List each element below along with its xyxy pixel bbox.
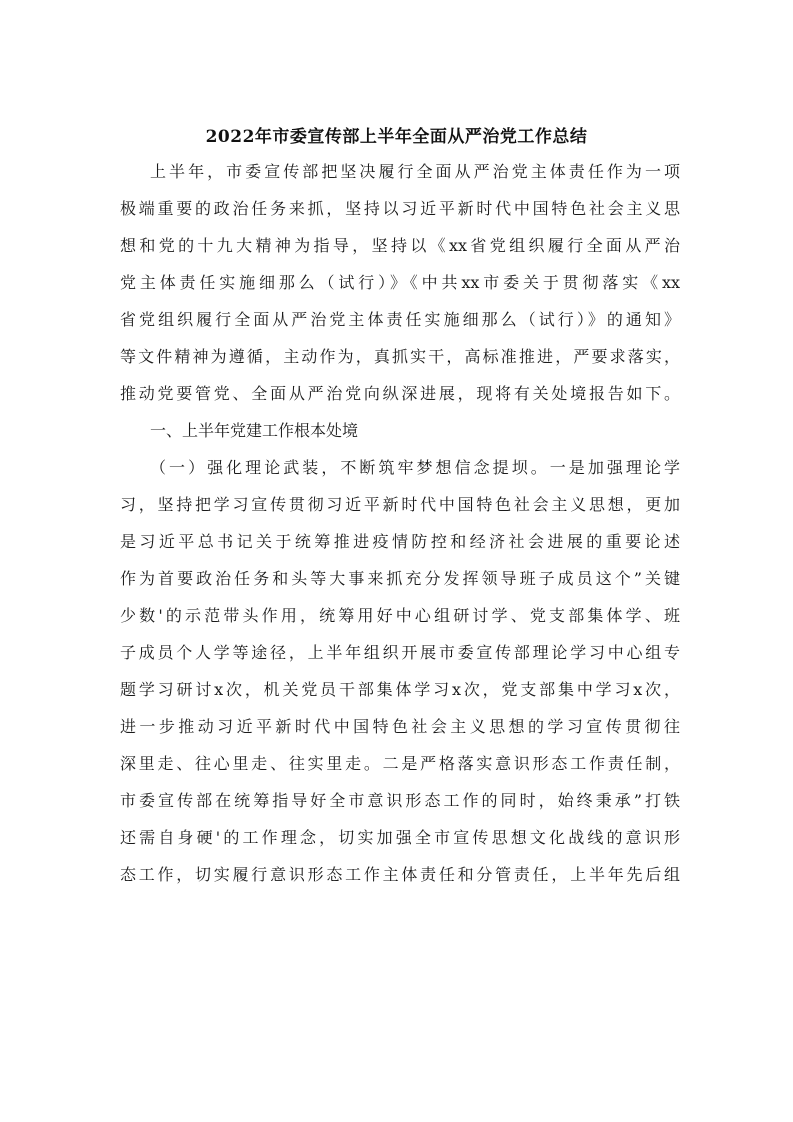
paragraph-line: 市委宣传部在统筹指导好全市意识形态工作的同时，始终秉承”打铁 [120, 791, 680, 810]
paragraph-line: 题学习研讨x次，机关党员干部集体学习x次，党支部集中学习x次， [120, 680, 680, 699]
paragraph-line: 习，坚持把学习宣传贯彻习近平新时代中国特色社会主义思想，更加 [120, 495, 680, 514]
paragraph-line: 推动党要管党、全面从严治党向纵深进展，现将有关处境报告如下。 [120, 384, 680, 403]
paragraph-line: 子成员个人学等途径，上半年组织开展市委宣传部理论学习中心组专 [120, 643, 680, 662]
paragraph-line: 想和党的十九大精神为指导，坚持以《xx省党组织履行全面从严治 [120, 236, 680, 255]
paragraph-line: 极端重要的政治任务来抓，坚持以习近平新时代中国特色社会主义思 [120, 199, 680, 218]
paragraph-line: 深里走、往心里走、往实里走。二是严格落实意识形态工作责任制， [120, 754, 680, 773]
section-heading: 一、上半年党建工作根本处境 [150, 421, 359, 440]
paragraph-line: 党主体责任实施细那么（试行）》《中共xx市委关于贯彻落实《xx [120, 273, 680, 292]
paragraph-line: （一）强化理论武装，不断筑牢梦想信念提坝。一是加强理论学 [150, 458, 680, 477]
paragraph-line: 上半年，市委宣传部把坚决履行全面从严治党主体责任作为一项 [150, 162, 680, 181]
paragraph-line: 少数'的示范带头作用，统筹用好中心组研讨学、党支部集体学、班 [120, 606, 680, 625]
paragraph-line: 省党组织履行全面从严治党主体责任实施细那么（试行）》的通知》 [120, 310, 680, 329]
document-title: 2022年市委宣传部上半年全面从严治党工作总结 [205, 127, 588, 147]
paragraph-line: 进一步推动习近平新时代中国特色社会主义思想的学习宣传贯彻往 [120, 717, 680, 736]
paragraph-line: 作为首要政治任务和头等大事来抓充分发挥领导班子成员这个”关键 [120, 569, 680, 588]
paragraph-line: 是习近平总书记关于统筹推进疫情防控和经济社会进展的重要论述 [120, 532, 680, 551]
paragraph-line: 还需自身硬'的工作理念，切实加强全市宣传思想文化战线的意识形 [120, 828, 680, 847]
paragraph-line: 态工作，切实履行意识形态工作主体责任和分管责任，上半年先后组 [120, 865, 680, 884]
paragraph-line: 等文件精神为遵循，主动作为，真抓实干，高标准推进，严要求落实， [120, 347, 680, 366]
